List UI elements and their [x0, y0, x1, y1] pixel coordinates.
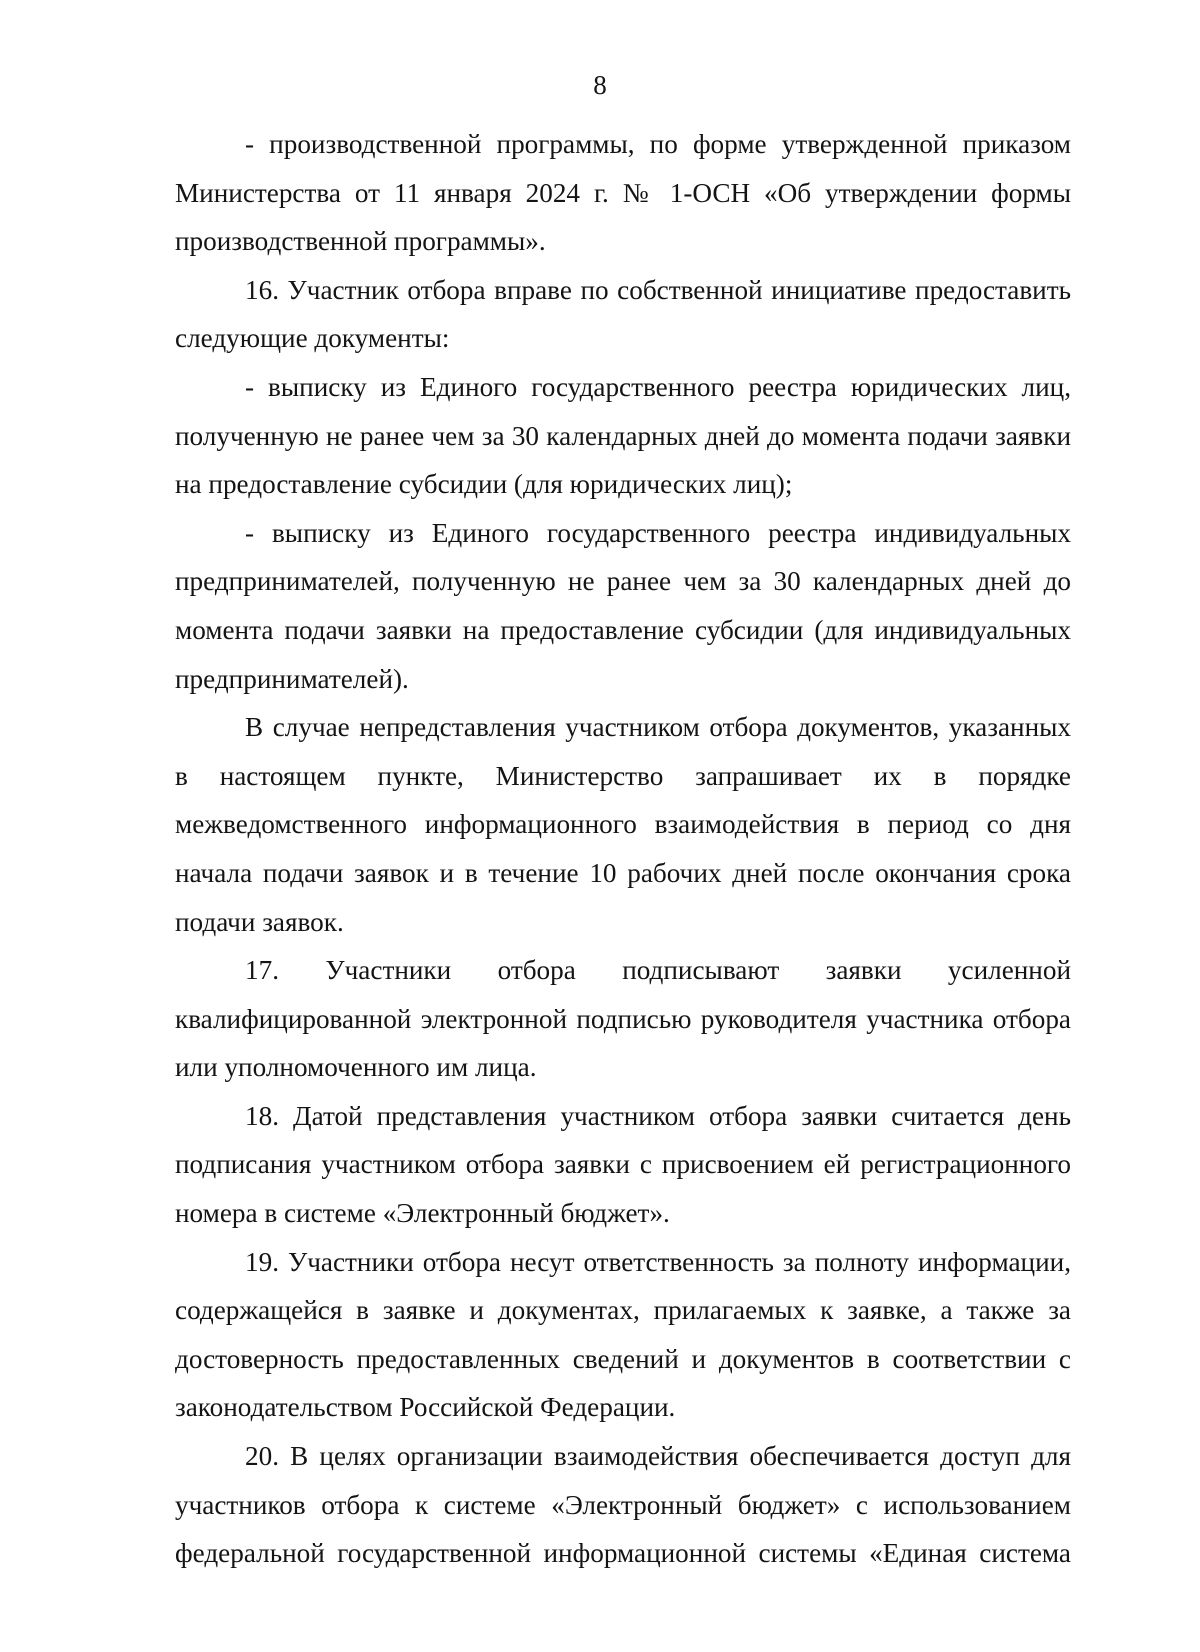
paragraph-17: 17. Участники отбора подписывают заявки усиленной квалифицированной электронной подписью руководителя участника отбора или уполномоченного им лица. [175, 955, 1071, 1083]
paragraph-18: 18. Датой представления участником отбора заявки считается день подписания участником отбора заявки с присвоением ей регистрационного номера в системе «Электронный бюджет». [175, 1100, 1071, 1229]
paragraph-non-submission: В случае непредставления участником отбора документов, указанных в настоящем пункте, Министерство запрашивает их в порядке межведомственного информационного взаимодействия в период со дня начала подачи заявок и в течение 10 рабочих дней после окончания срока подачи заявок. [175, 712, 1071, 937]
paragraph-16: 16. Участник отбора вправе по собственной инициативе предоставить следующие документы: [175, 274, 1071, 354]
paragraph-20: 20. В целях организации взаимодействия обеспечивается доступ для участников отбора к системе «Электронный бюджет» с использованием федеральной государственной информационной системы «Единая система [175, 1441, 1071, 1569]
paragraph-production-program: - производственной программы, по форме утвержденной приказом Министерства от 11 января 2024 г. № 1-ОСН «Об утверждении формы производственной программы». [175, 129, 1071, 257]
paragraph-19: 19. Участники отбора несут ответственность за полноту информации, содержащейся в заявке и документах, прилагаемых к заявке, а также за достоверность предоставленных сведений и документов в соответствии с законодательством Российской Федерации. [175, 1246, 1071, 1423]
paragraph-egrip-extract: - выписку из Единого государственного реестра индивидуальных предпринимателей, полученную не ранее чем за 30 календарных дней до момента подачи заявки на предоставление субсидии (для индивидуальных предпринимателей). [175, 517, 1071, 694]
paragraph-egrul-extract: - выписку из Единого государственного реестра юридических лиц, полученную не ранее чем за 30 календарных дней до момента подачи заявки на предоставление субсидии (для юридических лиц); [175, 371, 1071, 500]
page-number: 8 [593, 70, 607, 100]
document-body [175, 120, 1071, 1578]
